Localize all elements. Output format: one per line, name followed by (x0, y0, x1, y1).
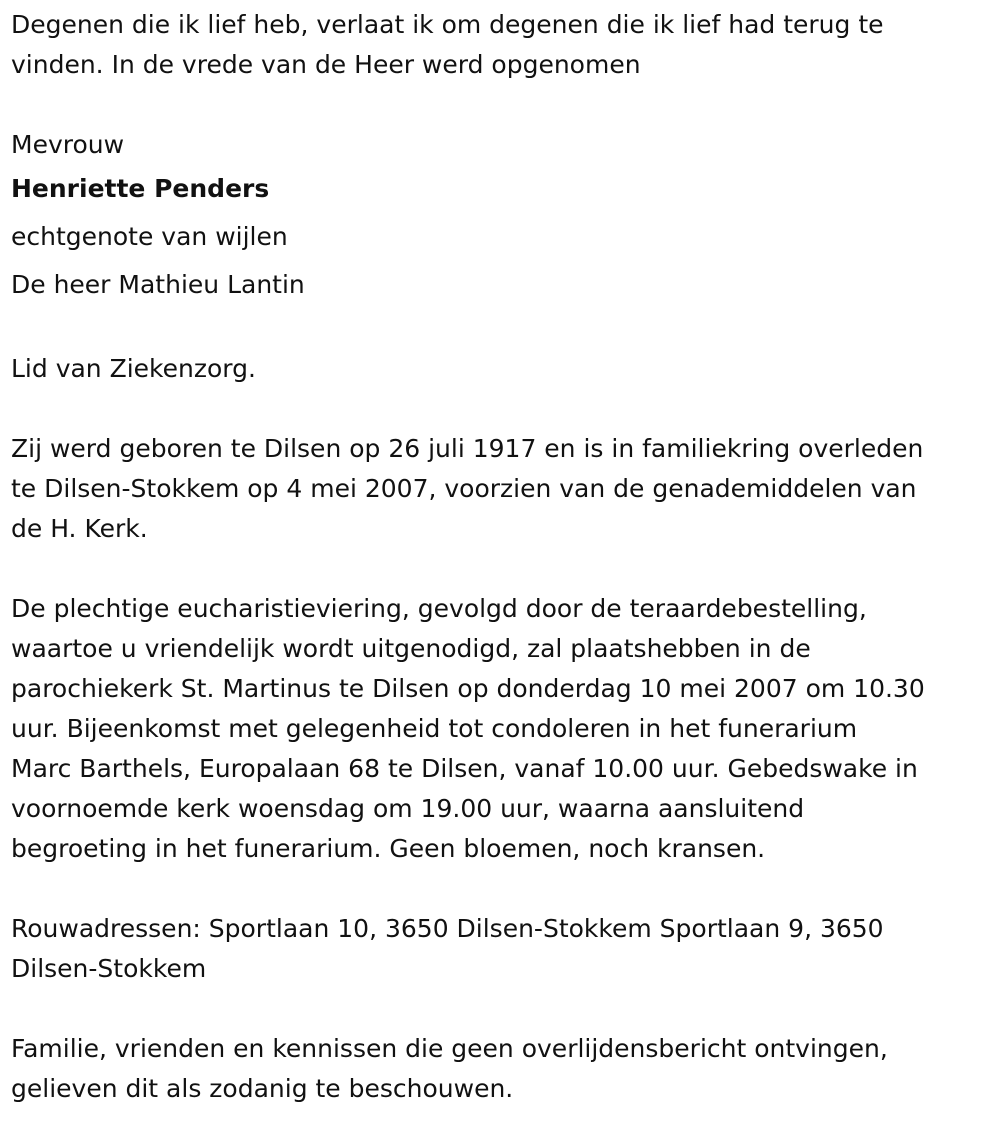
paragraph-line: Marc Barthels, Europalaan 68 te Dilsen, vanaf 10.00 uur. Gebedswake in (11, 754, 918, 783)
relation-line: echtgenote van wijlen (11, 222, 288, 251)
paragraph-line: Familie, vrienden en kennissen die geen overlijdensbericht ontvingen, (11, 1034, 888, 1063)
membership-line: Lid van Ziekenzorg. (11, 354, 256, 383)
paragraph-line: parochiekerk St. Martinus te Dilsen op donderdag 10 mei 2007 om 10.30 (11, 674, 925, 703)
deceased-name: Henriette Penders (11, 174, 270, 203)
addresses-paragraph (11, 909, 989, 989)
spouse-name: De heer Mathieu Lantin (11, 270, 305, 299)
death-notice (11, 5, 989, 1109)
paragraph-line: Zij werd geboren te Dilsen op 26 juli 1917 en is in familiekring overleden (11, 434, 924, 463)
paragraph-line: begroeting in het funerarium. Geen bloemen, noch kransen. (11, 834, 766, 863)
paragraph-line: de H. Kerk. (11, 514, 148, 543)
paragraph-line: De plechtige eucharistieviering, gevolgd door de teraardebestelling, (11, 594, 867, 623)
paragraph-line: waartoe u vriendelijk wordt uitgenodigd, zal plaatshebben in de (11, 634, 811, 663)
paragraph-line: voornoemde kerk woensdag om 19.00 uur, waarna aansluitend (11, 794, 805, 823)
opening-line: Degenen die ik lief heb, verlaat ik om degenen die ik lief had terug te (11, 10, 884, 39)
salutation: Mevrouw (11, 130, 125, 159)
paragraph-line: gelieven dit als zodanig te beschouwen. (11, 1074, 514, 1103)
paragraph-line: te Dilsen-Stokkem op 4 mei 2007, voorzien van de genademiddelen van (11, 474, 917, 503)
paragraph-line: Dilsen-Stokkem (11, 954, 207, 983)
opening-line: vinden. In de vrede van de Heer werd opgenomen (11, 50, 641, 79)
closing-paragraph (11, 1029, 989, 1109)
paragraph-line: Rouwadressen: Sportlaan 10, 3650 Dilsen-Stokkem Sportlaan 9, 3650 (11, 914, 884, 943)
birth-death-paragraph (11, 429, 989, 549)
paragraph-line: uur. Bijeenkomst met gelegenheid tot condoleren in het funerarium (11, 714, 858, 743)
ceremony-paragraph (11, 589, 989, 869)
